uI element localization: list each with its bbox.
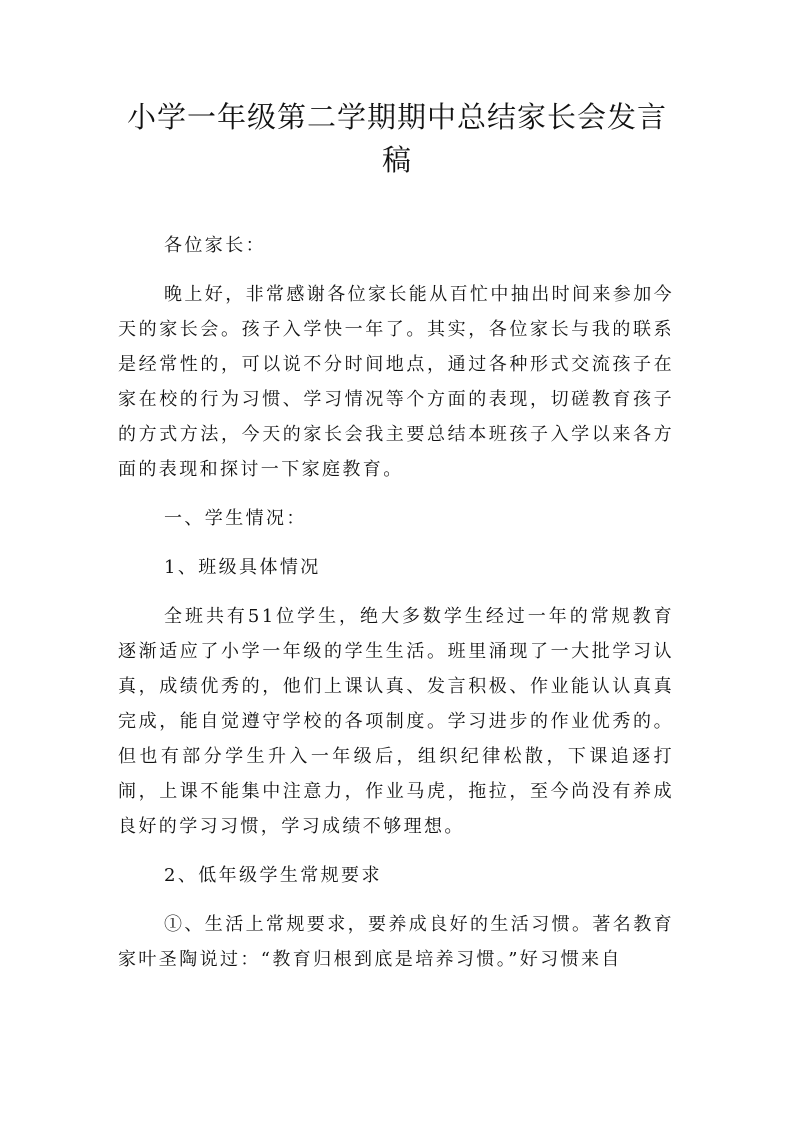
document-body (118, 228, 674, 991)
document-title: 小学一年级第二学期期中总结家长会发言稿 (126, 100, 667, 177)
habit-paragraph: ①、生活上常规要求，要养成良好的生活习惯。著名教育家叶圣陶说过：“教育归根到底是培养习惯。”好习惯来自 (118, 914, 674, 970)
intro-paragraph: 晚上好，非常感谢各位家长能从百忙中抽出时间来参加今天的家长会。孩子入学快一年了。其实，各位家长与我的联系是经常性的，可以说不分时间地点，通过各种形式交流孩子在家在校的行为习惯、学习情况等个方面的表现，切磋教育孩子的方式方法，今天的家长会我主要总结本班孩子入学以来各方面的表现和探讨一下家庭教育。 (118, 284, 674, 480)
class-situation-paragraph: 全班共有51位学生，绝大多数学生经过一年的常规教育逐渐适应了小学一年级的学生生活。班里涌现了一大批学习认真，成绩优秀的，他们上课认真、发言积极、作业能认认真真完成，能自觉遵守学校的各项制度。学习进步的作业优秀的。但也有部分学生升入一年级后，组织纪律松散，下课追逐打闹，上课不能集中注意力，作业马虎，拖拉，至今尚没有养成良好的学习习惯，学习成绩不够理想。 (118, 606, 674, 837)
section-heading-student-situation: 一、学生情况： (164, 508, 307, 529)
subsection-heading-class-situation: 1、班级具体情况 (164, 557, 321, 578)
subsection-heading-routine-requirements: 2、低年级学生常规要求 (164, 865, 382, 886)
salutation: 各位家长： (164, 235, 266, 256)
